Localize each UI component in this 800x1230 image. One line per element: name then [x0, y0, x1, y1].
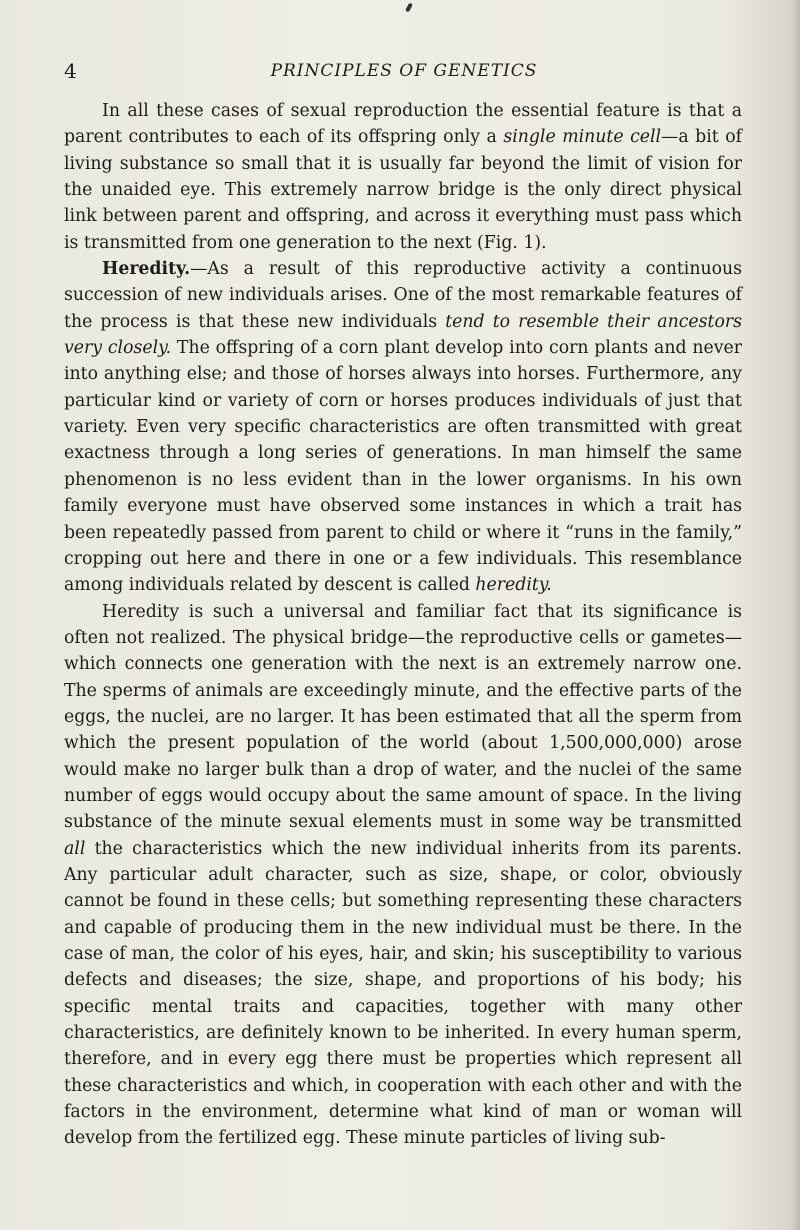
paragraph-text: —As a result of this reproductive activity a continuous succession of new individuals arises. One of the most remarkable features of the process is that these new individuals [64, 259, 742, 332]
paragraph-text: —a bit of living substance so small that it is usually far beyond the limit of vision for the unaided eye. This extremely narrow bridge is the only direct physical link between parent and offspring, and across it everything must pass which is transmitted from one generation to the next (Fig. 1). [64, 127, 743, 253]
section-heading: Heredity. [102, 259, 191, 280]
body-text [64, 98, 742, 1152]
running-title: PRINCIPLES OF GENETICS [270, 61, 538, 81]
paragraph-text: In all these cases of sexual reproduction the essential feature is that a parent contributes to each of its offspring only a [64, 101, 742, 148]
emphasis-text: all [64, 838, 86, 859]
page-edge-shadow [790, 0, 800, 1230]
ink-speck [405, 3, 413, 13]
paragraph-text: the characteristics which the new individual inherits from its parents. Any particular adult character, such as size, shape, or color, obviously cannot be found in these cells; but something representing these characters and capable of producing them in the new individual must be there. In the case of man, the color of his eyes, hair, and skin; his susceptibility to various defects and diseases; the size, shape, and proportions of his body; his specific mental traits and capacities, together with many other characteristics, are definitely known to be inherited. In every human sperm, therefore, and in every egg there must be properties which represent all these characteristics and which, in cooperation with each other and with the factors in the environment, determine what kind of man or woman will develop from the fertilized egg. These minute particles of living sub- [64, 838, 742, 1149]
page-number: 4 [64, 59, 77, 83]
paragraph-text: Heredity is such a universal and familiar fact that its significance is often not realized. The physical bridge—the reproductive cells or gametes—which connects one generation with the next is an extremely narrow one. The sperms of animals are exceedingly minute, and the effective parts of the eggs, the nuclei, are no larger. It has been estimated that all the sperm from which the present population of the world (about 1,500,000,000) arose would make no larger bulk than a drop of water, and the nuclei of the same number of eggs would occupy about the same amount of space. In the living substance of the minute sexual elements must in some way be transmitted [64, 601, 742, 833]
emphasis-text: tend to resemble their ancestors very closely. [64, 311, 742, 359]
running-head [64, 56, 744, 86]
paragraph [64, 599, 742, 1152]
paragraph-text: The offspring of a corn plant develop into corn plants and never into anything else; and those of horses always into horses. Furthermore, any particular kind or variety of corn or horses produces individuals of just that variety. Even very specific characteristics are often transmitted with great exactness through a long series of generations. In man himself the same phenomenon is no less evident than in the lower organisms. In his own family everyone must have observed some instances in which a trait has been repeatedly passed from parent to child or where it “runs in the family,” cropping out here and there in one or a few individuals. This resemblance among individuals related by descent is called [64, 338, 742, 596]
paragraph [64, 98, 742, 256]
emphasis-text: heredity. [475, 575, 552, 596]
emphasis-text: single minute cell [503, 127, 662, 148]
paragraph [64, 256, 742, 598]
